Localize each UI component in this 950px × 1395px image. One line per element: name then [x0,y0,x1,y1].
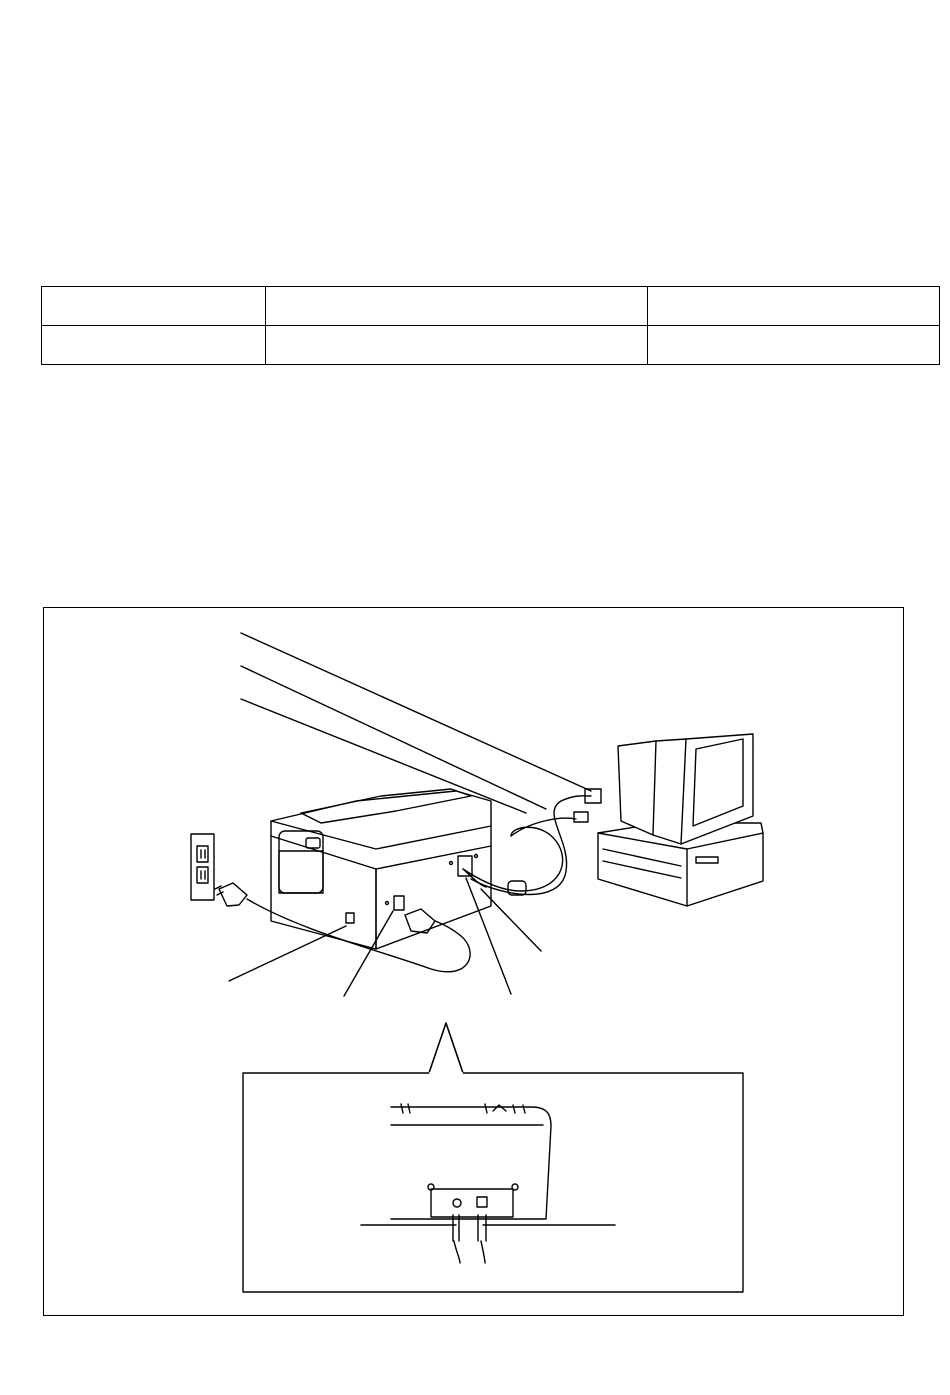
spec-table [41,286,940,365]
connection-illustration [44,608,905,1317]
table-row [42,287,940,326]
table-cell [648,326,940,365]
printer-icon [271,789,491,949]
table-cell [266,326,648,365]
connection-figure [43,607,904,1316]
wall-outlet-icon [191,834,214,900]
leader-lines-top [241,633,591,813]
leader-lines-bottom [229,878,541,996]
table-cell [266,287,648,326]
detail-callout [243,1023,743,1292]
table-cell [648,287,940,326]
table-row [42,326,940,365]
table-cell [42,287,266,326]
table-cell [42,326,266,365]
